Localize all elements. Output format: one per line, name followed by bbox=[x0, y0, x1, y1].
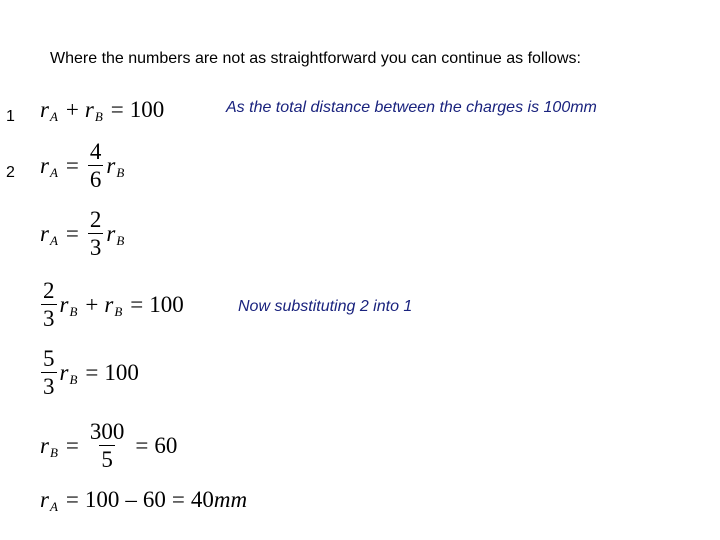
equation-1: r A + r B = 100 bbox=[40, 97, 165, 124]
equation-5: $\frac{5}{3}$ r B = 100 bbox=[43, 346, 139, 399]
intro-text: Where the numbers are not as straightforward you can continue as follows: bbox=[50, 50, 581, 67]
note-substitution: Now substituting 2 into 1 bbox=[238, 298, 413, 315]
fraction: $\frac{2}{3}$ bbox=[43, 278, 55, 331]
equation-4: $\frac{2}{3}$ r B + r B = 100 bbox=[43, 278, 184, 331]
fraction: $\frac{4}{6}$ bbox=[89, 139, 102, 192]
equation-6: r B = $\frac{300}{5}$ = 60 bbox=[40, 419, 178, 472]
equation-5-rhs: 100 bbox=[104, 359, 139, 385]
unit-mm: mm bbox=[213, 487, 248, 512]
equation-7: r A = 100 – 60 = 40 mm bbox=[40, 487, 248, 514]
fraction: $\frac{2}{3}$ bbox=[89, 207, 102, 260]
equation-3: r A = $\frac{2}{3}$ r B bbox=[40, 207, 125, 260]
step-label-1: 1 bbox=[6, 108, 15, 125]
equation-7-result: 40 bbox=[190, 487, 214, 512]
note-total-distance: As the total distance between the charges is 100mm bbox=[226, 99, 597, 116]
equation-4-rhs: 100 bbox=[149, 291, 184, 317]
fraction: $\frac{5}{3}$ bbox=[43, 346, 55, 399]
equation-6-rhs: 60 bbox=[154, 432, 178, 458]
fraction: $\frac{300}{5}$ bbox=[89, 419, 125, 472]
equation-1-rhs: 100 bbox=[129, 97, 165, 122]
equation-2: r A = $\frac{4}{6}$ r B bbox=[40, 139, 125, 192]
step-label-2: 2 bbox=[6, 164, 15, 181]
